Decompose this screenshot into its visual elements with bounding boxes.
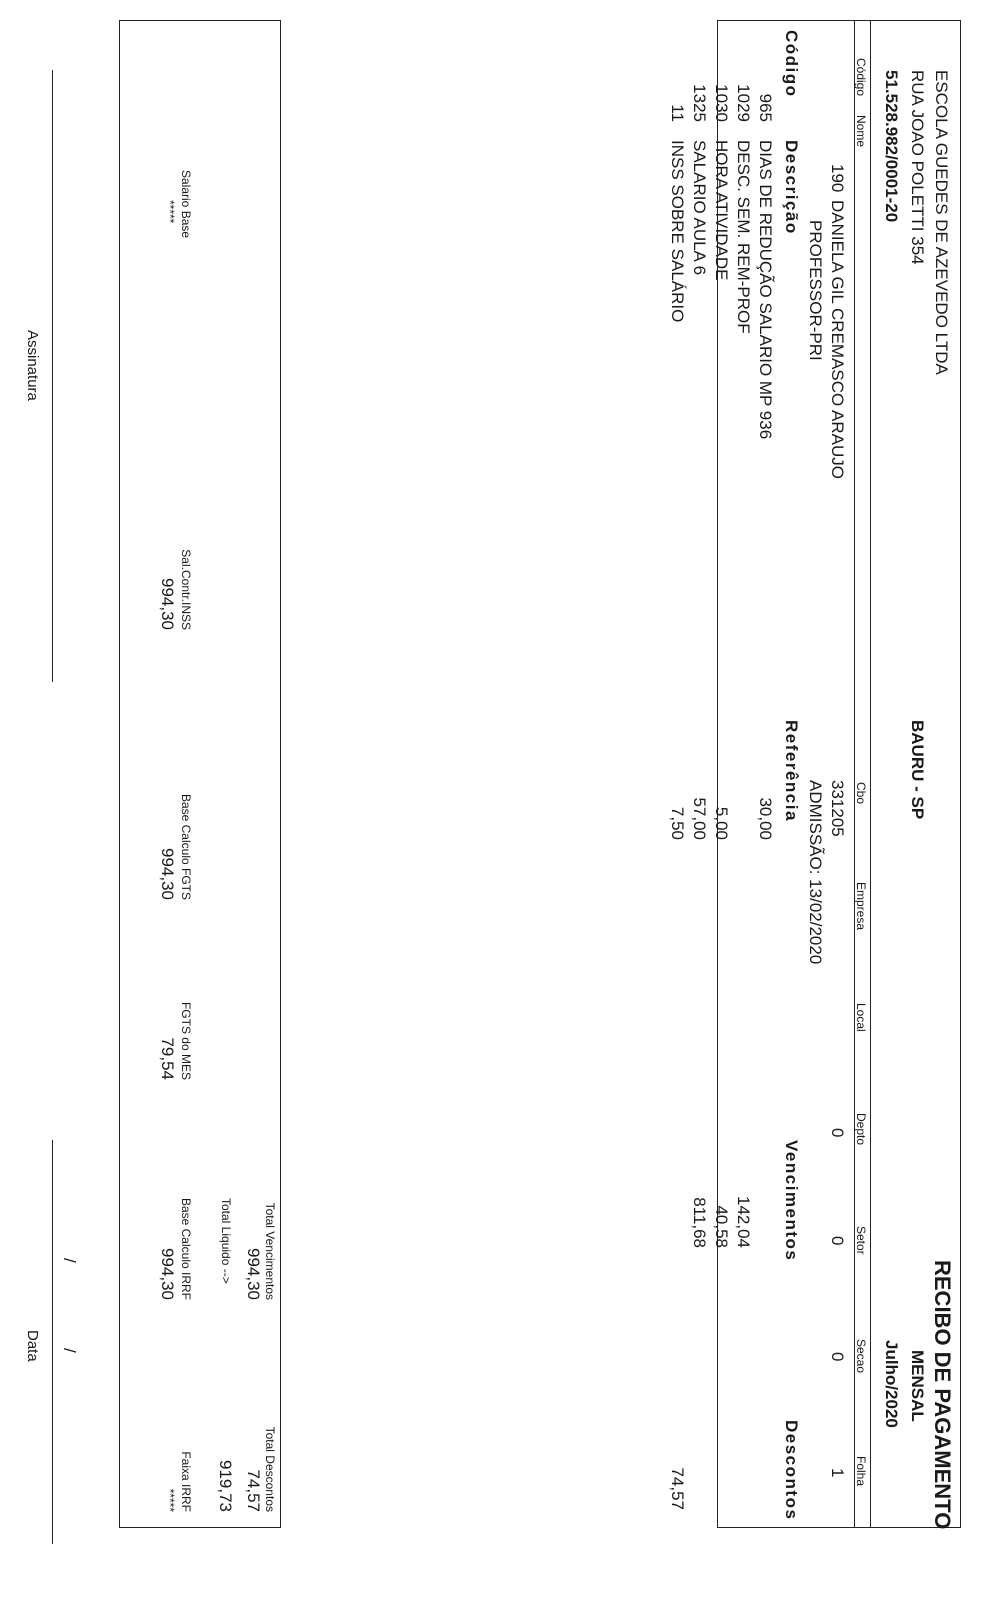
total-descontos-value: 74,57 <box>244 1469 263 1512</box>
item-descricao: HORA ATIVIDADE <box>712 140 731 281</box>
item-codigo: 11 <box>668 104 687 122</box>
header-folha: Folha <box>854 1456 868 1487</box>
employee-header-rule <box>870 20 871 1528</box>
company-city: BAURU - SP <box>908 720 927 820</box>
employee-depto: 0 <box>828 1128 847 1138</box>
assinatura-label: Assinatura <box>24 330 41 401</box>
item-referencia: 7,50 <box>668 806 687 840</box>
employee-nome: DANIELA GIL CREMASCO ARAUJO <box>828 200 847 479</box>
item-referencia: 30,00 <box>756 797 775 840</box>
item-desconto: 74,57 <box>668 1467 687 1510</box>
item-descricao: DESC. SEM. REM-PROF <box>734 140 753 334</box>
base-fgts-label: Base Calculo FGTS <box>179 793 193 900</box>
items-header-descontos: Descontos <box>782 1420 801 1521</box>
receipt-type: MENSAL <box>908 1350 927 1422</box>
header-setor: Setor <box>854 1226 868 1255</box>
sal-contr-inss-label: Sal.Contr.INSS <box>179 549 193 630</box>
header-local: Local <box>854 1003 868 1032</box>
total-liquido-value: 919,73 <box>216 1460 235 1512</box>
company-address: RUA JOAO POLETTI 354 <box>908 70 927 265</box>
item-codigo: 1029 <box>734 84 753 122</box>
header-nome: Nome <box>854 115 868 148</box>
employee-cbo: 331205 <box>828 780 847 837</box>
header-secao: Secao <box>854 1339 868 1374</box>
employee-cargo: PROFESSOR-PRI <box>806 220 825 361</box>
base-irrf-value: 994,30 <box>158 1248 177 1300</box>
employee-secao: 0 <box>828 1352 847 1362</box>
item-descricao: SALARIO AULA 6 <box>690 140 709 276</box>
header-empresa: Empresa <box>854 882 868 931</box>
item-vencimento: 811,68 <box>690 1197 709 1248</box>
base-irrf-label: Base Calculo IRRF <box>179 1197 193 1300</box>
items-header-referencia: Referência <box>782 720 801 822</box>
employee-setor: 0 <box>828 1236 847 1246</box>
sal-contr-inss-value: 994,30 <box>158 578 177 630</box>
items-header-codigo: Código <box>782 30 801 98</box>
item-descricao: DIAS DE REDUÇÃO SALARIO MP 936 <box>756 140 775 440</box>
total-vencimentos-label: Total Vencimentos <box>263 1202 277 1300</box>
salario-base-value: ***** <box>163 200 177 224</box>
items-header-vencimentos: Vencimentos <box>782 1140 801 1262</box>
total-descontos-label: Total Descontos <box>263 1426 277 1512</box>
employee-header-rule-bottom <box>854 20 855 1528</box>
faixa-irrf-value: ***** <box>163 1488 177 1512</box>
employee-folha: 1 <box>828 1468 847 1478</box>
data-label: Data <box>24 1330 41 1362</box>
date-slash-2: / <box>60 1348 79 1353</box>
receipt-title: RECIBO DE PAGAMENTO <box>930 1260 955 1530</box>
base-fgts-value: 994,30 <box>158 848 177 900</box>
header-depto: Depto <box>854 1113 868 1146</box>
header-cbo: Cbo <box>854 782 868 805</box>
employee-admissao: ADMISSÃO: 13/02/2020 <box>806 780 825 965</box>
item-codigo: 965 <box>756 93 775 122</box>
header-codigo: Código <box>854 58 868 97</box>
total-vencimentos-value: 994,30 <box>244 1248 263 1300</box>
summary-box <box>119 20 281 1528</box>
item-codigo: 1030 <box>712 84 731 122</box>
date-line <box>52 1140 53 1544</box>
company-name: ESCOLA GUEDES DE AZEVEDO LTDA <box>932 70 951 375</box>
faixa-irrf-label: Faixa IRRF <box>179 1451 193 1512</box>
item-referencia: 5,00 <box>712 806 731 840</box>
item-vencimento: 142,04 <box>734 1196 753 1248</box>
item-descricao: INSS SOBRE SALÁRIO <box>668 140 687 323</box>
item-codigo: 1325 <box>690 84 709 122</box>
fgts-mes-value: 79,54 <box>158 1037 177 1080</box>
total-liquido-label: Total Liquido --> <box>219 1198 233 1284</box>
item-referencia: 57,00 <box>690 797 709 840</box>
items-header-descricao: Descrição <box>782 140 801 235</box>
signature-line <box>52 70 53 682</box>
company-cnpj: 51.528.982/0001-20 <box>882 70 901 223</box>
salario-base-label: Salario Base <box>179 170 193 239</box>
receipt-period: Julho/2020 <box>882 1340 901 1428</box>
item-vencimento: 40,58 <box>712 1205 731 1248</box>
date-slash-1: / <box>60 1258 79 1263</box>
fgts-mes-label: FGTS do MES <box>179 1001 193 1080</box>
employee-codigo: 190 <box>828 164 847 193</box>
